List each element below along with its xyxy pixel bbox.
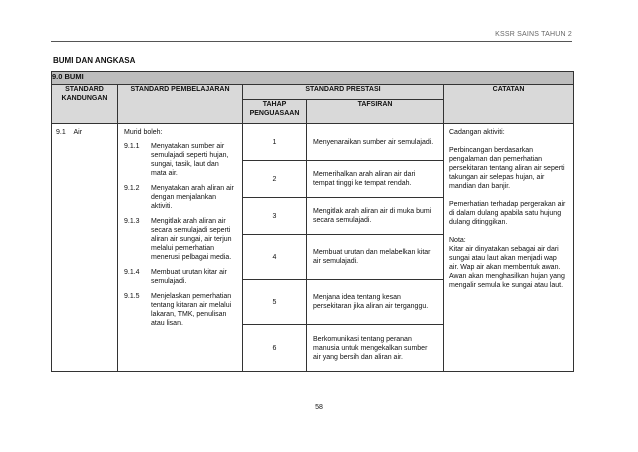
tahap-level: 4	[243, 235, 307, 280]
sp-item-text: Menyatakan sumber air semulajadi seperti hujan, sungai, tasik, laut dan mata air.	[151, 143, 229, 177]
header-catatan: CATATAN	[444, 85, 574, 124]
sp-item	[124, 268, 236, 286]
sp-item-number: 9.1.3	[124, 218, 140, 225]
header-standard-kandungan: STANDARD KANDUNGAN	[52, 85, 118, 124]
tafsiran-text: Menyenaraikan sumber air semulajadi.	[307, 124, 444, 161]
sp-item	[124, 142, 236, 178]
sp-item-number: 9.1.2	[124, 185, 140, 192]
sp-item-number: 9.1.5	[124, 293, 140, 300]
tahap-level: 6	[243, 325, 307, 372]
header-tafsiran: TAFSIRAN	[307, 100, 444, 124]
sp-item	[124, 292, 236, 328]
sp-item	[124, 217, 236, 262]
band-label: 9.0 BUMI	[52, 72, 574, 85]
cadangan-label: Cadangan aktiviti:	[449, 129, 505, 136]
catatan-block-2: Pemerhatian terhadap pergerakan air di dalam dulang apabila satu hujung dulang ditinggikan.	[449, 201, 566, 226]
standard-pembelajaran-cell	[118, 124, 243, 372]
header-standard-prestasi: STANDARD PRESTASI	[243, 85, 444, 100]
header-divider	[51, 41, 572, 42]
sp-intro: Murid boleh:	[124, 129, 163, 136]
curriculum-table	[51, 71, 574, 372]
tahap-level: 3	[243, 198, 307, 235]
nota-text: Kitar air dinyatakan sebagai air dari sungai atau laut akan menjadi wap air. Wap air akan membentuk awan. Awan akan menghasilkan hujan yang mengalir semula ke sungai atau laut.	[449, 246, 565, 289]
sp-item-text: Menyatakan arah aliran air dengan menjalankan aktiviti.	[151, 185, 234, 210]
tahap-level: 1	[243, 124, 307, 161]
nota-label: Nota:	[449, 237, 466, 244]
tafsiran-text: Membuat urutan dan melabelkan kitar air semulajadi.	[307, 235, 444, 280]
tahap-level: 5	[243, 280, 307, 325]
band-row	[52, 72, 574, 85]
catatan-block-1: Perbincangan berdasarkan pengalaman dan pemerhatian persekitaran tentang aliran air seperti takungan air selepas hujan, air mandian dan banjir.	[449, 147, 565, 190]
header-standard-pembelajaran: STANDARD PEMBELAJARAN	[118, 85, 243, 124]
standard-kandungan-cell	[52, 124, 118, 372]
page-number: 58	[315, 404, 323, 411]
sp-item	[124, 184, 236, 211]
sp-item-text: Membuat urutan kitar air semulajadi.	[151, 269, 227, 285]
tafsiran-text: Memerihalkan arah aliran air dari tempat tinggi ke tempat rendah.	[307, 161, 444, 198]
sp-item-number: 9.1.4	[124, 269, 140, 276]
sk-number: 9.1	[56, 129, 66, 136]
sp-item-text: Mengitlak arah aliran air secara semulajadi seperti aliran air sungai, air terjun melalui pemerhatian menerusi pelbagai media.	[151, 218, 232, 261]
section-title: BUMI DAN ANGKASA	[53, 56, 136, 65]
sp-item-number: 9.1.1	[124, 143, 140, 150]
tafsiran-text: Mengitlak arah aliran air di muka bumi secara semulajadi.	[307, 198, 444, 235]
tafsiran-text: Berkomunikasi tentang peranan manusia untuk mengekalkan sumber air yang bersih dan aliran air.	[307, 325, 444, 372]
sk-title: Air	[73, 129, 83, 136]
tafsiran-text: Menjana idea tentang kesan persekitaran jika aliran air terganggu.	[307, 280, 444, 325]
running-header: KSSR SAINS TAHUN 2	[495, 31, 572, 38]
catatan-cell	[444, 124, 574, 372]
header-tahap-penguasaan: TAHAP PENGUASAAN	[243, 100, 307, 124]
sp-item-text: Menjelaskan pemerhatian tentang kitaran air melalui lakaran, TMK, penulisan atau lisan.	[151, 293, 232, 327]
tahap-level: 2	[243, 161, 307, 198]
